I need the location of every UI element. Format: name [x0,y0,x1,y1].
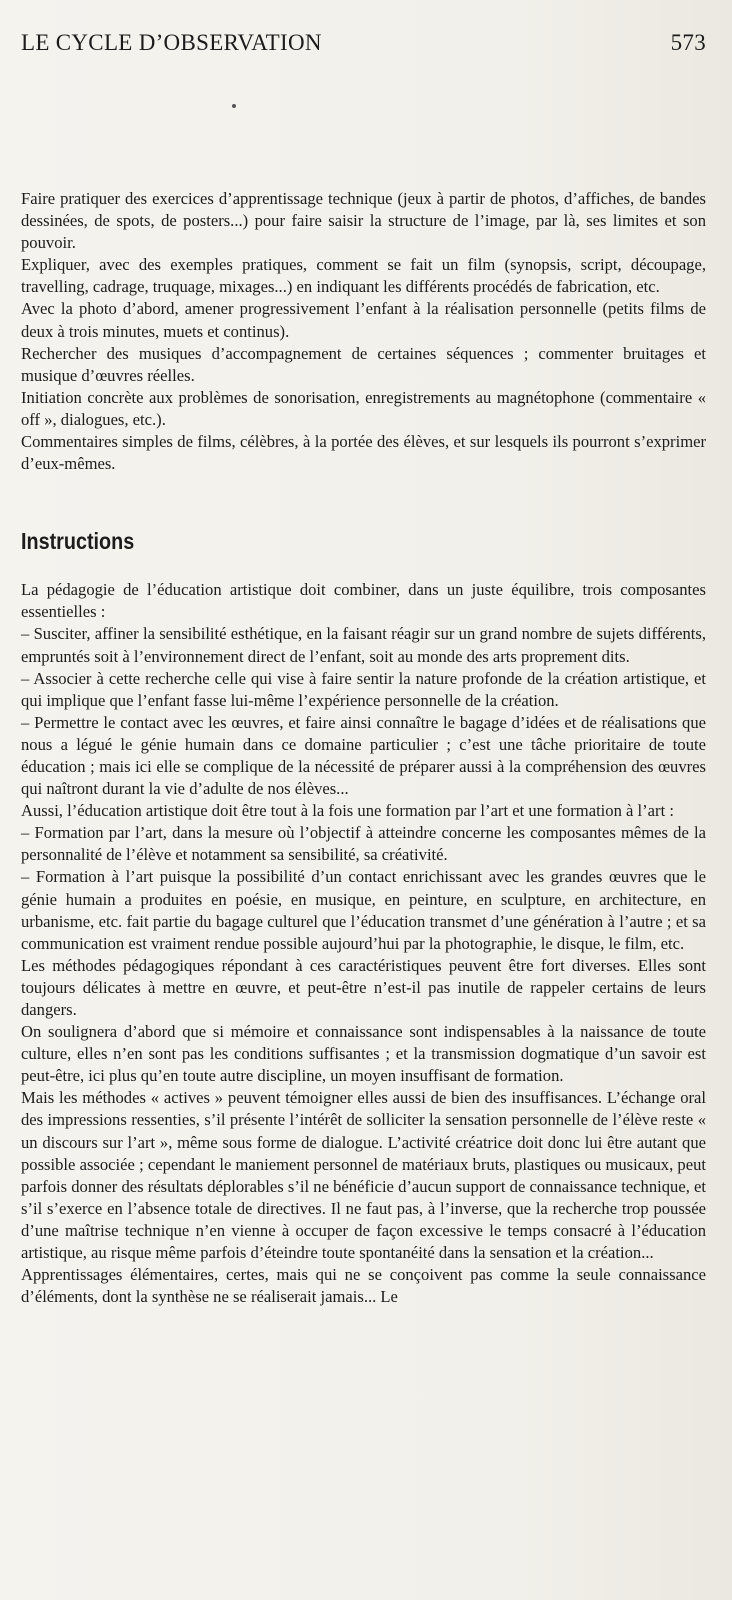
intro-paragraph: Expliquer, avec des exemples pratiques, comment se fait un film (synopsis, script, découpage, travelling, cadrage, truquage, mixages...) en indiquant les différents procédés de fabrication, etc. [21,255,706,297]
section-heading: Instructions [21,528,135,555]
section-paragraph: Apprentissages élémentaires, certes, mais qui ne se conçoivent pas comme la seule connaissance d’éléments, dont la synthèse ne se réaliserait jamais... Le [21,1265,706,1307]
intro-paragraph: Commentaires simples de films, célèbres, à la portée des élèves, et sur lesquels ils pourront s’exprimer d’eux-mêmes. [21,432,706,474]
intro-paragraph: Initiation concrète aux problèmes de sonorisation, enregistrements au magnétophone (commentaire « off », dialogues, etc.). [21,387,706,429]
intro-paragraph: Rechercher des musiques d’accompagnement de certaines séquences ; commenter bruitages et musique d’œuvres réelles. [21,343,706,385]
section-paragraph: Aussi, l’éducation artistique doit être tout à la fois une formation par l’art et une formation à l’art : [21,801,674,821]
section-paragraph: – Formation par l’art, dans la mesure où l’objectif à atteindre concerne les composantes mêmes de la personnalité de l’élève et notamment sa sensibilité, sa créativité. [21,823,706,865]
intro-paragraph: Avec la photo d’abord, amener progressivement l’enfant à la réalisation personnelle (petits films de deux à trois minutes, muets et continus). [21,299,706,341]
section-paragraph: La pédagogie de l’éducation artistique doit combiner, dans un juste équilibre, trois composantes essentielles : [21,580,706,622]
section-paragraph: – Permettre le contact avec les œuvres, et faire ainsi connaître le bagage d’idées et de réalisations que nous a légué le génie humain dans ce domaine particulier ; c’est une tâche prioritaire de toute éducation ; mais ici elle se complique de la nécessité de préparer aussi à la compréhension des œuvres qui naîtront durant la vie d’adulte de nos élèves... [21,712,706,799]
running-title: LE CYCLE D’OBSERVATION [21,30,322,55]
intro-paragraph: Faire pratiquer des exercices d’apprentissage technique (jeux à partir de photos, d’affiches, de bandes dessinées, de spots, de posters...) pour faire saisir la structure de l’image, par là, ses limites et son pouvoir. [21,189,706,253]
section-text [21,579,706,1308]
page-number: 573 [670,30,706,55]
print-speck [232,104,236,108]
section-paragraph: On soulignera d’abord que si mémoire et connaissance sont indispensables à la naissance de toute culture, elles n’en sont pas les conditions suffisantes ; et la transmission dogmatique d’un savoir est peut-être, ici plus qu’en toute autre discipline, un moyen insuffisant de formation. [21,1022,706,1086]
running-head [21,28,706,58]
section-paragraph: Les méthodes pédagogiques répondant à ces caractéristiques peuvent être fort diverses. Elles sont toujours délicates à mettre en œuvre, et peut-être n’est-il pas inutile de rappeler certains de leurs dangers. [21,955,706,1019]
intro-text [21,188,706,475]
section-paragraph: – Associer à cette recherche celle qui vise à faire sentir la nature profonde de la création artistique, et qui implique que l’enfant fasse lui-même l’expérience personnelle de la création. [21,668,706,710]
section-paragraph: – Susciter, affiner la sensibilité esthétique, en la faisant réagir sur un grand nombre de sujets différents, empruntés soit à l’environnement direct de l’enfant, soit au monde des arts proprement dits. [21,624,706,666]
section-paragraph: Mais les méthodes « actives » peuvent témoigner elles aussi de bien des insuffisances. L’échange oral des impressions ressenties, s’il présente l’intérêt de solliciter la sensation personnelle de l’élève reste « un discours sur l’art », même sous forme de dialogue. L’activité créatrice doit donc lui être autant que possible associée ; cependant le maniement personnel de matériaux bruts, plastiques ou musicaux, peut parfois donner des résultats déplorables s’il ne bénéficie d’aucun support de connaissance technique, et s’il s’exerce en l’absence totale de directives. Il ne faut pas, à l’inverse, que la recherche trop poussée d’une maîtrise technique n’en vienne à occuper de façon excessive le temps consacré à l’éducation artistique, au risque même parfois d’éteindre toute spontanéité dans la sensation et la création... [21,1088,706,1263]
section-paragraph: – Formation à l’art puisque la possibilité d’un contact enrichissant avec les grandes œuvres que le génie humain a produites en poésie, en musique, en peinture, en sculpture, en architecture, en urbanisme, etc. fait partie du bagage culturel que l’éducation transmet d’une génération à l’autre ; et sa communication est vraiment rendue possible aujourd’hui par la photographie, le disque, le film, etc. [21,867,706,953]
